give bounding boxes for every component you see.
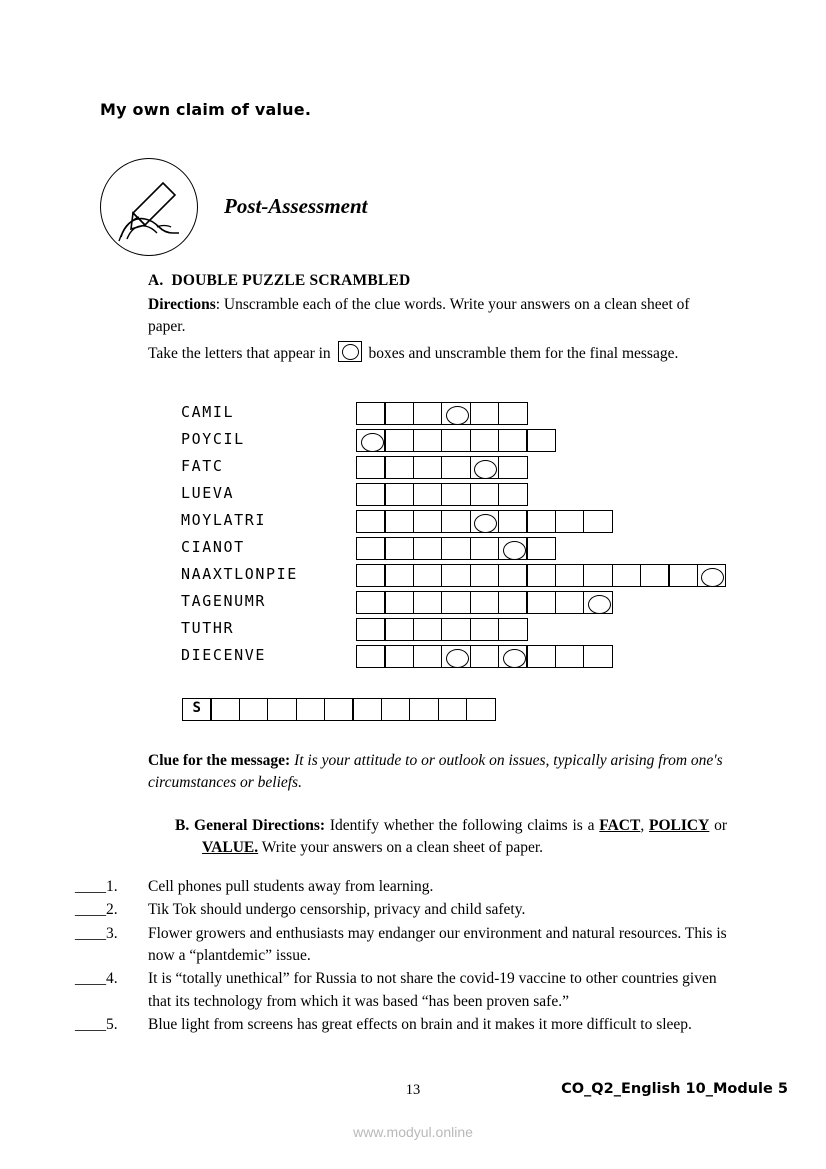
grid-cell[interactable] — [384, 429, 414, 452]
answer-blank[interactable]: ____5. — [75, 1015, 118, 1033]
take-letters-instruction — [148, 341, 728, 365]
grid-cell[interactable] — [583, 645, 613, 668]
grid-cell-circled[interactable] — [441, 645, 471, 668]
answer-grid[interactable] — [356, 483, 528, 506]
fact-keyword: FACT — [599, 817, 641, 834]
grid-cell[interactable] — [384, 402, 414, 425]
section-b-text-1: Identify whether the following claims is a — [329, 817, 595, 834]
comma: , — [640, 817, 645, 834]
grid-cell[interactable] — [470, 429, 500, 452]
clue-text: It is your attitude to or outlook on issues, typically arising from one's circumstances or beliefs. — [148, 752, 723, 792]
clue-word: LUEVA — [181, 484, 235, 502]
grid-cell[interactable] — [555, 645, 585, 668]
grid-cell[interactable] — [498, 483, 528, 506]
grid-cell[interactable] — [413, 564, 443, 587]
list-item — [75, 968, 735, 1013]
grid-cell[interactable] — [356, 618, 386, 641]
grid-cell-circled[interactable] — [356, 429, 386, 452]
grid-cell[interactable] — [441, 483, 471, 506]
answer-grid[interactable] — [356, 429, 556, 452]
grid-cell[interactable] — [498, 402, 528, 425]
grid-cell[interactable] — [555, 564, 585, 587]
item-text: It is “totally unethical” for Russia to not share the covid-19 vaccine to other countries given that its technology from which it was based “has been proven safe.” — [148, 970, 717, 1010]
grid-cell[interactable] — [640, 564, 670, 587]
post-assessment-title: Post-Assessment — [224, 194, 368, 218]
grid-cell[interactable] — [470, 618, 500, 641]
section-a-title: DOUBLE PUZZLE SCRAMBLED — [171, 272, 411, 289]
answer-blank[interactable]: ____1. — [75, 878, 118, 895]
final-cell-letter: S — [192, 700, 201, 716]
grid-cell[interactable] — [526, 645, 556, 668]
grid-cell[interactable] — [441, 564, 471, 587]
item-text: Cell phones pull students away from learning. — [148, 878, 434, 895]
final-grid-cell[interactable] — [438, 698, 468, 721]
final-grid-cell[interactable] — [381, 698, 411, 721]
grid-cell-circled[interactable] — [470, 456, 500, 479]
final-grid-cell-prefilled[interactable] — [182, 698, 212, 721]
section-b-title: General Directions: — [194, 817, 326, 834]
claims-list — [75, 876, 735, 1037]
section-a-label: A. — [148, 272, 164, 289]
answer-grid[interactable] — [356, 456, 528, 479]
grid-cell[interactable] — [384, 618, 414, 641]
answer-grid[interactable] — [356, 510, 613, 533]
page-title: My own claim of value. — [100, 100, 312, 119]
answer-grid[interactable] — [356, 618, 528, 641]
grid-cell[interactable] — [470, 591, 500, 614]
grid-cell[interactable] — [498, 591, 528, 614]
post-assessment-badge — [100, 158, 198, 256]
hand-writing-pencil-icon — [100, 158, 198, 256]
clue-word: POYCIL — [181, 430, 245, 448]
grid-cell[interactable] — [441, 456, 471, 479]
grid-cell[interactable] — [526, 510, 556, 533]
grid-cell[interactable] — [498, 564, 528, 587]
grid-cell[interactable] — [526, 429, 556, 452]
answer-grid[interactable] — [356, 645, 613, 668]
grid-cell[interactable] — [470, 564, 500, 587]
grid-cell[interactable] — [498, 510, 528, 533]
list-item — [75, 1014, 735, 1036]
grid-cell[interactable] — [413, 402, 443, 425]
answer-blank[interactable]: ____3. — [75, 924, 118, 942]
list-item — [75, 876, 735, 898]
answer-grid[interactable] — [356, 537, 556, 560]
grid-cell[interactable] — [413, 618, 443, 641]
final-message-grid[interactable] — [182, 698, 496, 721]
grid-cell[interactable] — [498, 618, 528, 641]
grid-cell[interactable] — [526, 564, 556, 587]
clue-word: NAAXTLONPIE — [181, 565, 298, 583]
grid-cell[interactable] — [356, 564, 386, 587]
take-letters-after: boxes and unscramble them for the final message. — [368, 345, 679, 362]
grid-cell[interactable] — [413, 591, 443, 614]
grid-cell[interactable] — [356, 537, 386, 560]
grid-cell[interactable] — [384, 591, 414, 614]
module-label: CO_Q2_English 10_Module 5 — [561, 1081, 788, 1097]
final-grid-cell[interactable] — [210, 698, 240, 721]
final-grid-cell[interactable] — [267, 698, 297, 721]
grid-cell[interactable] — [441, 537, 471, 560]
grid-cell[interactable] — [583, 510, 613, 533]
grid-cell[interactable] — [413, 456, 443, 479]
grid-cell[interactable] — [583, 564, 613, 587]
section-a-heading — [148, 272, 410, 290]
answer-grid[interactable] — [356, 564, 726, 587]
grid-cell[interactable] — [470, 402, 500, 425]
clue-word: DIECENVE — [181, 646, 267, 664]
clue-word: FATC — [181, 457, 224, 475]
grid-cell[interactable] — [356, 645, 386, 668]
circled-box-icon — [338, 341, 362, 362]
grid-cell[interactable] — [356, 483, 386, 506]
grid-cell[interactable] — [356, 591, 386, 614]
grid-cell[interactable] — [413, 429, 443, 452]
clue-word: CIANOT — [181, 538, 245, 556]
grid-cell[interactable] — [555, 510, 585, 533]
grid-cell[interactable] — [413, 645, 443, 668]
grid-cell[interactable] — [441, 618, 471, 641]
grid-cell[interactable] — [384, 510, 414, 533]
clue-word: MOYLATRI — [181, 511, 267, 529]
list-item — [75, 899, 735, 921]
section-a-directions — [148, 294, 723, 338]
policy-keyword: POLICY — [649, 817, 710, 834]
grid-cell-circled[interactable] — [470, 510, 500, 533]
final-grid-cell[interactable] — [324, 698, 354, 721]
clue-word: TAGENUMR — [181, 592, 267, 610]
grid-cell-circled[interactable] — [498, 645, 528, 668]
grid-cell[interactable] — [384, 645, 414, 668]
grid-cell[interactable] — [356, 510, 386, 533]
grid-cell[interactable] — [555, 591, 585, 614]
grid-cell[interactable] — [384, 483, 414, 506]
grid-cell[interactable] — [356, 402, 386, 425]
grid-cell-circled[interactable] — [583, 591, 613, 614]
directions-label: Directions — [148, 296, 216, 313]
grid-cell[interactable] — [498, 456, 528, 479]
final-grid-cell[interactable] — [296, 698, 326, 721]
clue-word: TUTHR — [181, 619, 235, 637]
grid-cell[interactable] — [441, 510, 471, 533]
value-keyword: VALUE. — [202, 839, 259, 857]
grid-cell[interactable] — [526, 537, 556, 560]
grid-cell[interactable] — [470, 645, 500, 668]
grid-cell[interactable] — [526, 591, 556, 614]
grid-cell-circled[interactable] — [697, 564, 727, 587]
grid-cell[interactable] — [413, 483, 443, 506]
directions-text: : Unscramble each of the clue words. Write your answers on a clean sheet of paper. — [148, 296, 690, 335]
list-item — [75, 923, 735, 968]
grid-cell[interactable] — [470, 483, 500, 506]
grid-cell[interactable] — [384, 564, 414, 587]
answer-blank[interactable]: ____4. — [75, 970, 118, 988]
grid-cell[interactable] — [498, 429, 528, 452]
section-b-directions — [175, 815, 727, 860]
clue-label: Clue for the message: — [148, 752, 291, 769]
page-number: 13 — [405, 1082, 421, 1098]
grid-cell-circled[interactable] — [441, 402, 471, 425]
or-word: or — [714, 817, 728, 834]
grid-cell[interactable] — [441, 591, 471, 614]
section-b-label: B. — [175, 817, 190, 834]
final-grid-cell[interactable] — [352, 698, 382, 721]
item-text: Flower growers and enthusiasts may endanger our environment and natural resources. This is now a “plantdemic” issue. — [148, 924, 727, 964]
grid-cell[interactable] — [470, 537, 500, 560]
grid-cell-circled[interactable] — [498, 537, 528, 560]
grid-cell[interactable] — [356, 456, 386, 479]
final-grid-cell[interactable] — [409, 698, 439, 721]
section-b-text-2: Write your answers on a clean sheet of paper. — [261, 839, 544, 857]
grid-cell[interactable] — [413, 510, 443, 533]
grid-cell[interactable] — [384, 537, 414, 560]
grid-cell[interactable] — [668, 564, 698, 587]
message-clue — [148, 750, 726, 795]
item-text: Tik Tok should undergo censorship, privacy and child safety. — [148, 901, 526, 919]
final-grid-cell[interactable] — [239, 698, 269, 721]
clue-word: CAMIL — [181, 403, 235, 421]
take-letters-before: Take the letters that appear in — [148, 345, 331, 362]
watermark: www.modyul.online — [353, 1124, 473, 1140]
grid-cell[interactable] — [384, 456, 414, 479]
answer-blank[interactable]: ____2. — [75, 901, 118, 919]
grid-cell[interactable] — [413, 537, 443, 560]
item-text: Blue light from screens has great effects on brain and it makes it more difficult to sleep. — [148, 1015, 692, 1033]
answer-grid[interactable] — [356, 591, 613, 614]
grid-cell[interactable] — [612, 564, 642, 587]
final-grid-cell[interactable] — [466, 698, 496, 721]
grid-cell[interactable] — [441, 429, 471, 452]
answer-grid[interactable] — [356, 402, 528, 425]
